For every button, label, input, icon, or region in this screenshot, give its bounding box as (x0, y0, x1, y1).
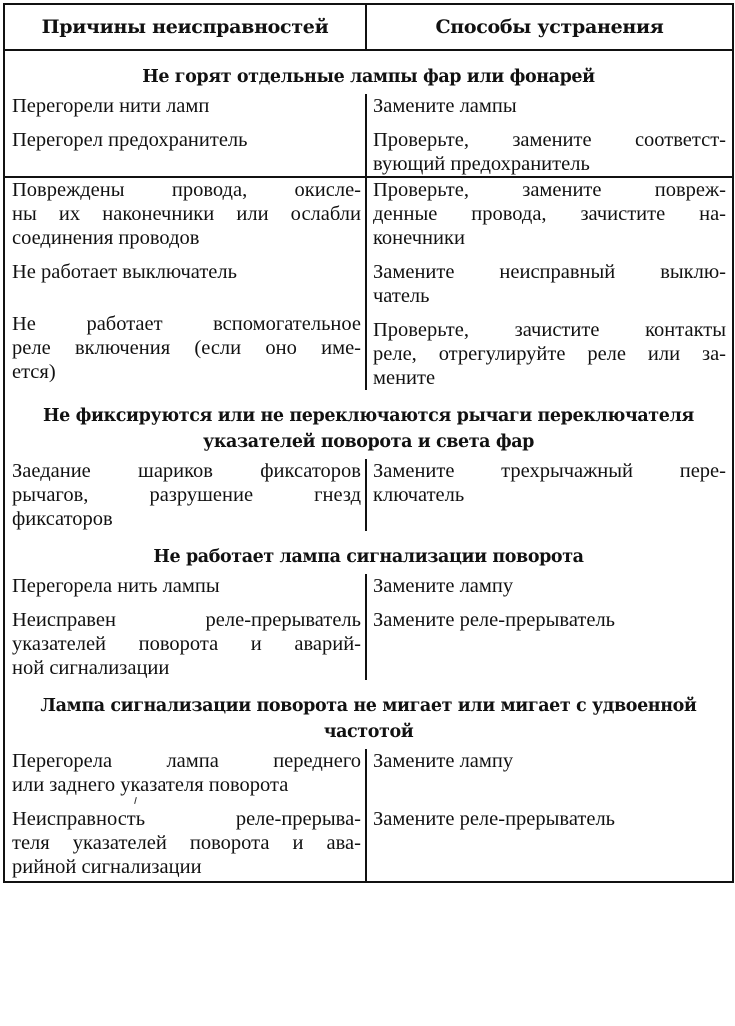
cause-line: рийной сигнализации (12, 856, 202, 878)
section-row (4, 390, 733, 459)
cause-cell (4, 459, 366, 531)
remedy-line: мените (373, 367, 436, 389)
cause-entry (12, 284, 361, 384)
cause-line: ной сигнализации (12, 657, 170, 679)
section-row (4, 50, 733, 94)
section-title-4 (4, 680, 733, 749)
cause-entry (12, 749, 361, 797)
cause-line: Перегорел предохранитель (12, 129, 248, 151)
table-header-row (4, 4, 733, 50)
remedy-entry (373, 598, 726, 632)
remedy-cell (366, 749, 733, 882)
section-row (4, 531, 733, 574)
remedy-line: Замените лампу (373, 750, 514, 772)
remedy-cell (366, 459, 733, 531)
remedy-entry (373, 308, 726, 390)
remedy-entry (373, 459, 726, 507)
remedy-entry (373, 94, 726, 118)
remedy-cell (366, 177, 733, 390)
header-causes: Причины неисправностей (4, 4, 366, 50)
remedy-entry (373, 250, 726, 308)
remedy-line: Замените лампу (373, 575, 514, 597)
remedy-line: Проверьте, зачистите контакты (373, 319, 726, 341)
remedy-cell (366, 94, 733, 177)
remedy-line: денные провода, зачистите на- (373, 203, 726, 225)
section-title-line: Лампа сигнализации поворота не мигает или мигает с удвоенной (40, 696, 697, 716)
section-title-3 (4, 531, 733, 574)
cause-line: ется) (12, 361, 56, 383)
cause-entry (12, 178, 361, 250)
remedy-line: Замените неисправный выклю- (373, 261, 726, 283)
cause-line: теля указателей поворота и ава- (12, 832, 361, 854)
cause-line: указателей поворота и аварий- (12, 633, 361, 655)
cause-line: рычагов, разрушение гнезд (12, 484, 361, 506)
cause-line: соединения проводов (12, 227, 200, 249)
remedy-line: Проверьте, замените повреж- (373, 179, 726, 201)
cause-line: ны их наконечники или ослабли (12, 203, 361, 225)
remedy-line: вующий предохранитель (373, 153, 590, 175)
cause-line: Повреждены провода, окисле- (12, 179, 361, 201)
cause-entry (12, 459, 361, 531)
cause-line: Не работает выключатель (12, 261, 237, 283)
cause-line: Заедание шариков фиксаторов (12, 460, 361, 482)
cause-line: Перегорела лампа переднего (12, 750, 361, 772)
remedy-line: Замените реле-прерыватель (373, 808, 616, 830)
section-title-line: Не работает лампа сигнализации поворота (153, 547, 584, 567)
remedy-entry (373, 749, 726, 773)
section-title-line: Не горят отдельные лампы фар или фонарей (142, 67, 595, 87)
remedy-line: реле, отрегулируйте реле или за- (373, 343, 726, 365)
cause-line: Неисправность реле-прерыва- (12, 808, 361, 830)
remedy-cell (366, 574, 733, 680)
cause-line: Перегорела нить лампы (12, 575, 220, 597)
remedy-entry (373, 574, 726, 598)
remedy-line: Замените трехрычажный пере- (373, 460, 726, 482)
cause-entry (12, 598, 361, 680)
remedy-line: ключатель (373, 484, 465, 506)
remedy-line: чатель (373, 285, 430, 307)
cause-line: или заднего указателя поворота (12, 774, 289, 796)
section-title-2 (4, 390, 733, 459)
cause-cell (4, 749, 366, 882)
troubleshooting-table (3, 3, 734, 883)
remedy-line: конечники (373, 227, 465, 249)
remedy-line: Проверьте, замените соответст- (373, 129, 726, 151)
table-row (4, 94, 733, 177)
table-row (4, 749, 733, 882)
cause-entry (12, 574, 361, 598)
section-title-line: частотой (323, 722, 414, 742)
header-remedies: Способы устранения (366, 4, 733, 50)
remedy-entry (373, 118, 726, 176)
table-row (4, 574, 733, 680)
section-title-line: Не фиксируются или не переключаются рычаги переключателя (43, 406, 694, 426)
cause-line: реле включения (если оно име- (12, 337, 361, 359)
cause-entry (12, 250, 361, 284)
cause-line: Не работает вспомогательное (12, 313, 361, 335)
cause-entry (12, 118, 361, 152)
cause-cell (4, 574, 366, 680)
remedy-line: Замените реле-прерыватель (373, 609, 616, 631)
remedy-entry (373, 773, 726, 831)
section-row (4, 680, 733, 749)
cause-line: фиксаторов (12, 508, 113, 530)
remedy-line: Замените лампы (373, 95, 517, 117)
cause-line: Неисправен реле-прерыватель (12, 609, 361, 631)
table-row (4, 459, 733, 531)
section-title-1 (4, 50, 733, 94)
cause-cell (4, 177, 366, 390)
section-title-line: указателей поворота и света фар (203, 432, 534, 452)
table-row (4, 177, 733, 390)
cause-cell (4, 94, 366, 177)
remedy-entry (373, 178, 726, 250)
cause-entry (12, 94, 361, 118)
cause-entry (12, 797, 361, 879)
cause-line: Перегорели нити ламп (12, 95, 210, 117)
